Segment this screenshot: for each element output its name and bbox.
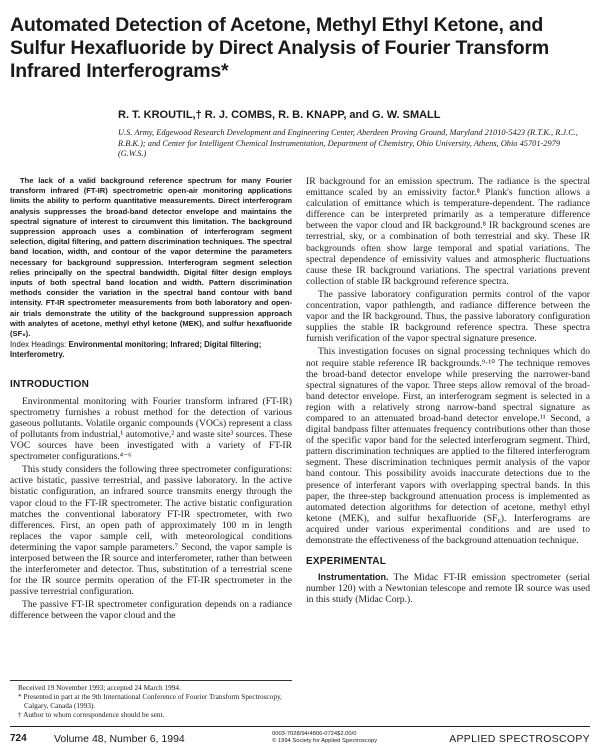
intro-paragraph-1: Environmental monitoring with Fourier transform infrared (FT-IR) spectrometry furnishes a robust method for the detection of various gaseous pollutants. Volatile organic compounds (VOCs) represent a class of pollutants from industrial,¹ automotive,² and waste site³ sources. These VOC sources have been investigated with a variety of FT-IR spectrometer configurations.⁴⁻⁶ [10, 395, 292, 463]
footnote-received: Received 19 November 1993; accepted 24 March 1994. [18, 683, 181, 692]
left-column [10, 176, 292, 624]
footnote-presented: * Presented in part at the 9th International Conference of Fourier Transform Spectroscopy, Calgary, Canada (1993). [18, 691, 282, 710]
intro-paragraph-2: This study considers the following three spectrometer configurations: active bistatic, passive terrestrial, and passive laboratory. In the active bistatic configuration, an infrared source transmits energy through the vapor cloud to the FT-IR spectrometer. The active bistatic configuration matches the conventional laboratory FT-IR spectrometer, with two differences. First, an open path of approximately 100 m in length replaces the vapor sample cell, with meteorological conditions determining the vapor sample parameters.⁷ Second, the vapor sample is interposed between the IR source and interferometer, rather than between the interferometer and detector. Thus, substitution of a terrestrial scene for the IR source permits operation of the FT-IR spectrometer in the passive terrestrial configuration. [10, 464, 292, 598]
author-affiliation: U.S. Army, Edgewood Research Development and Engineering Center, Aberdeen Proving Ground, Maryland 21010-5423 (R.T.K., R.J.C., R.B.K.); and Center for Intelligent Chemical Instrumentation, Department of Chemistry, Ohio University, Athens, Ohio 45701-2979 (G.W.S.) [118, 128, 579, 158]
right-column [306, 176, 590, 607]
intro-paragraph-3: The passive FT-IR spectrometer configuration depends on a radiance difference between the vapor cloud and the [10, 599, 292, 622]
footnotes [10, 680, 292, 720]
right-paragraph-3: This investigation focuses on signal processing techniques which do not require stable reference IR backgrounds.⁹·¹⁰ The technique removes the broad-band detector envelope while preserving the narrower-band spectral signatures of the vapor. Three steps allow removal of the broad-band detector envelope. First, an interferogram segment is selected in a region with a relatively strong narrow-band spectral signature as compared to an attenuated broad-band detector envelope.¹¹ Second, a digital bandpass filter attenuates frequency contributions other than those of the specific vapor band for the selected interferogram segment. Third, pattern discrimination techniques are applied to the filtered interferogram segment. These discrimination techniques permit analysis of the vapor band contour. This possibility avoids inaccurate detections due to the presence of interferant vapors with overlapping spectral bands. In this paper, the three-step background attenuation process is implemented as automated detection algorithms for detection of acetone, methyl ethyl ketone (MEK), and sulfur hexafluoride (SF₆). Interferograms are acquired under various experimental conditions and are used to demonstrate the effectiveness of the background attenuation technique. [306, 346, 590, 546]
article-title: Automated Detection of Acetone, Methyl Ethyl Ketone, and Sulfur Hexafluoride by Direct Analysis of Fourier Transform Infrared Interferograms* [10, 14, 550, 82]
instrumentation-text: The Midac FT-IR emission spectrometer (serial number 120) with a Newtonian telescope and remote IR source was used in this study (Midac Corp.). [306, 572, 590, 606]
right-paragraph-1: IR background for an emission spectrum. The radiance is the spectral emittance scaled by an emissivity factor.⁸ Plank's function allows a calculation of emittance which is temperature-dependent. The radiance difference can be interpreted primarily as a temperature difference between the vapor cloud and IR background.⁸ IR background scenes are terrestrial, sky, or a combination of both terrestrial and sky. These IR backgrounds often show large temporal and spatial variations. The spectral dependence of emissivity values and atmospheric fluctuations cause these IR background variations. The spectral variations prevent collection of stable IR background reference spectra. [306, 176, 590, 287]
index-headings-value: Environmental monitoring; Infrared; Digital filtering; Interferometry. [10, 340, 262, 360]
instrumentation-label: Instrumentation. [318, 572, 389, 583]
journal-name: APPLIED SPECTROSCOPY [449, 733, 590, 745]
footnote-correspondence: † Author to whom correspondence should be sent. [18, 709, 165, 719]
page-number: 724 [10, 733, 27, 744]
page-footer [10, 726, 590, 749]
instrumentation-paragraph [306, 572, 590, 605]
index-headings-label: Index Headings: [10, 340, 67, 350]
right-paragraph-2: The passive laboratory configuration permits control of the vapor concentration, vapor pathlength, and radiance difference between the vapor and the IR background. Thus, the passive laboratory configuration supplies the stable IR background reference spectra. These spectra furnish verification of the vapor spectral signature presence. [306, 288, 590, 345]
experimental-heading: EXPERIMENTAL [306, 556, 386, 568]
volume-info: Volume 48, Number 6, 1994 [54, 733, 185, 745]
issn-block [272, 731, 377, 745]
abstract: The lack of a valid background reference spectrum for many Fourier transform infrared (FT-IR) spectrometric open-air monitoring applications limits the ability to perform quantitative measurements. Direct interferogram analysis suppresses the broad-band detector envelope and maintains the spectral signature of interest to circumvent this limitation. The background suppression approach uses a combination of interferogram segment selection, digital filtering, and pattern discrimination techniques. The spectral band location, width, and contour of the vapor determine the parameters necessary for background suppression. Interferogram segment selection relies principally on the spectral bandwidth. Digital filter design employs inputs of both spectral band location and width. Pattern discrimination methods consider the variation in the spectral band contour with band intensity. FT-IR spectrometer measurements from both laboratory and open-air trials demonstrate the utility of the background suppression approach with analytes of acetone, methyl ethyl ketone (MEK), and sulfur hexafluoride (SF₆). [10, 176, 292, 339]
author-list: R. T. KROUTIL,† R. J. COMBS, R. B. KNAPP, and G. W. SMALL [118, 109, 441, 121]
copyright-line: © 1994 Society for Applied Spectroscopy [272, 738, 378, 745]
issn-line: 0003-7028/94/4806-0724$2.00/0 [272, 731, 357, 737]
index-headings [10, 340, 292, 360]
introduction-heading: INTRODUCTION [10, 378, 90, 390]
